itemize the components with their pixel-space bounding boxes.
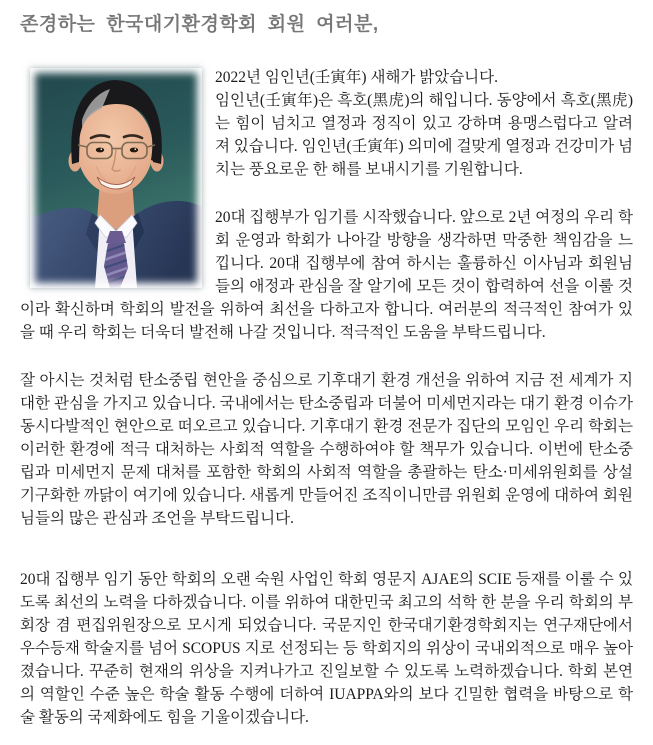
paragraph-executive-term: 20대 집행부가 임기를 시작했습니다. 앞으로 2년 여정의 우리 학회 운영과 학회가 나아갈 방향을 생각하면 막중한 책임감을 느낍니다. 20대 집행부에 참여 하시는 훌륭하신 이사님과 회원님들의 애정과 관심을 잘 알기에 모든 것이 합력하여 선을 이룰 것이라 확신하며 학회의 발전을 위하여 최선을 다하고자 합니다. 여러분의 적극적인 참여가 있을 때 우리 학회는 더욱더 발전해 나갈 것입니다. 적극적인 도움을 부탁드립니다. bbox=[20, 209, 633, 341]
portrait-image bbox=[30, 68, 202, 288]
letter-title: 존경하는 한국대기환경학회 회원 여러분, bbox=[20, 14, 379, 35]
greeting-first-line: 2022년 임인년(壬寅年) 새해가 밝았습니다. bbox=[215, 69, 499, 86]
paragraph-carbon-neutrality: 잘 아시는 것처럼 탄소중립 현안을 중심으로 기후대기 환경 개선을 위하여 지금 전 세계가 지대한 관심을 가지고 있습니다. 국내에서는 탄소중립과 더불어 미세먼지라는 대기 환경 이슈가 동시다발적인 현안으로 떠오르고 있습니다. 기후대기 환경 전문가 집단의 모임인 우리 학회는 이러한 환경에 적극 대처하는 사회적 역할을 수행하여야 할 책무가 있습니다. 이번에 탄소중립과 미세먼지 문제 대처를 포함한 학회의 사회적 역할을 총괄하는 탄소·미세위원회를 상설 기구화한 까닭이 여기에 있습니다. 새롭게 만들어진 조직이니만큼 위원회 운영에 대하여 회원님들의 많은 관심과 조언을 부탁드립니다. bbox=[20, 372, 633, 527]
greeting-rest: 임인년(壬寅年)은 흑호(黑虎)의 해입니다. 동양에서 흑호(黑虎)는 힘이 넘치고 열정과 정직이 있고 강하며 용맹스럽다고 알려져 있습니다. 임인년(壬寅年) 의미에 걸맞게 열정과 건강미가 넘치는 풍요로운 한 해를 보내시기를 기원합니다. bbox=[215, 92, 633, 178]
letter-body bbox=[20, 66, 633, 729]
president-photo bbox=[30, 68, 202, 288]
paragraph-journal-plans: 20대 집행부 임기 동안 학회의 오랜 숙원 사업인 학회 영문지 AJAE의 SCIE 등재를 이룰 수 있도록 최선의 노력을 다하겠습니다. 이를 위하여 대한민국 최고의 석학 한 분을 우리 학회의 부회장 겸 편집위원장으로 모시게 되었습니다. 국문지인 한국대기환경학회지는 연구재단에서 우수등재 학술지를 넘어 SCOPUS 지로 선정되는 등 학회지의 위상이 국내외적으로 매우 높아졌습니다. 꾸준히 현재의 위상을 지켜나가고 진일보할 수 있도록 노력하겠습니다. 학회 본연의 역할인 수준 높은 학술 활동 수행에 더하여 IUAPPA와의 보다 긴밀한 협력을 바탕으로 학술 활동의 국제화에도 힘을 기울이겠습니다. bbox=[20, 571, 633, 726]
